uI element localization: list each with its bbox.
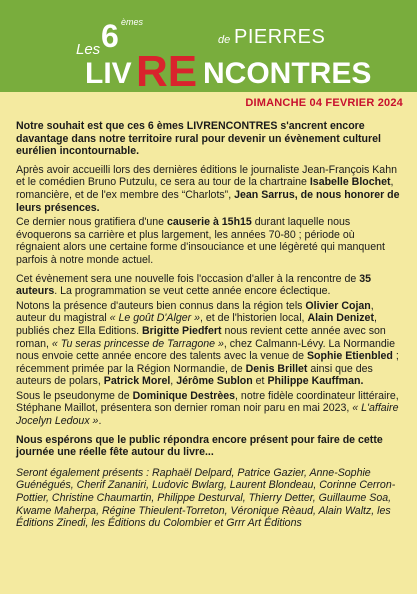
header-banner [0, 0, 417, 92]
also-present-paragraph: Seront également présents : Raphaël Delpard, Patrice Gazier, Anne-Sophie Guénégués, Cherif Zananiri, Ludovic Bwlarg, Laurent Blondeau, Corinne Cerron-Pottier, Christine Chaumartin, Philippe Desturval, Thierry Detter, Guillaume Soa, Kwame Maherpa, Régine Thieulent-Torreton, Véronique Rèaud, Alain Waltz, les Éditions Zinedi, les Éditions du Colombier et Grrr Art Éditions [16, 466, 396, 530]
livrencontres-logo [0, 0, 417, 92]
logo-de: de [218, 34, 231, 46]
intro-paragraph: Notre souhait est que ces 6 èmes LIVRENCONTRES s'ancrent encore davantage dans notre territoire rural pour devenir un évènement culturel eurélien incontournable. [16, 120, 381, 158]
logo-liv: LIV [85, 57, 132, 90]
coordinator-paragraph: Sous le pseudonyme de Dominique Destrèes, notre fidèle coordinateur littéraire, Stéphane Maillot, présentera son dernier roman noir paru en mai 2023, « L'affaire Jocelyn Ledoux ». [16, 389, 399, 428]
logo-ncontres: NCONTRES [203, 57, 372, 90]
event-date: DIMANCHE 04 FEVRIER 2024 [245, 97, 403, 109]
logo-les: Les [76, 41, 101, 58]
logo-re: RE [136, 47, 198, 92]
talk-paragraph: Ce dernier nous gratifiera d'une causerie à 15h15 durant laquelle nous évoquerons sa carrière et plus largement, les années 70-80 ; période où régnaient alors une certaine forme d'insouciance et une légèreté qui manquent parfois à notre monde actuel. [16, 216, 385, 266]
logo-six: 6 [101, 18, 119, 54]
article-body [16, 120, 401, 532]
closing-paragraph: Nous espérons que le public répondra encore présent pour faire de cette journée une réelle fête autour du livre... [16, 433, 383, 459]
logo-emes: èmes [121, 17, 144, 27]
authors-paragraph: Cet évènement sera une nouvelle fois l'occasion d'aller à la rencontre de 35 auteurs. La programmation se veut cette année encore éclectique. [16, 272, 372, 298]
logo-pierres: PIERRES [234, 26, 326, 48]
guests-paragraph: Après avoir accueilli lors des dernières éditions le journaliste Jean-François Kahn et le comédien Bruno Putzulu, ce sera au tour de la chartraine Isabelle Blochet, romancière, et de l'ex membre des “Charlots”, Jean Sarrus, de nous honorer de leurs présences. [16, 163, 400, 214]
notable-authors-paragraph: Notons la présence d'auteurs bien connus dans la région tels Olivier Cojan, auteur du magistral « Le goût D'Alger », et de l'historien local, Alain Denizet, publiés chez Ella Editions. Brigitte Piedfert nous revient cette année avec son roman, « Tu seras princesse de Tarragone », chez Calmann-Lévy. La Normandie nous envoie cette année encore des talents avec la venue de Sophie Etienbled ; récemment primée par la Région Normandie, de Denis Brillet ainsi que des auteurs de polars, Patrick Morel, Jérôme Sublon et Philippe Kauffman. [16, 299, 399, 388]
